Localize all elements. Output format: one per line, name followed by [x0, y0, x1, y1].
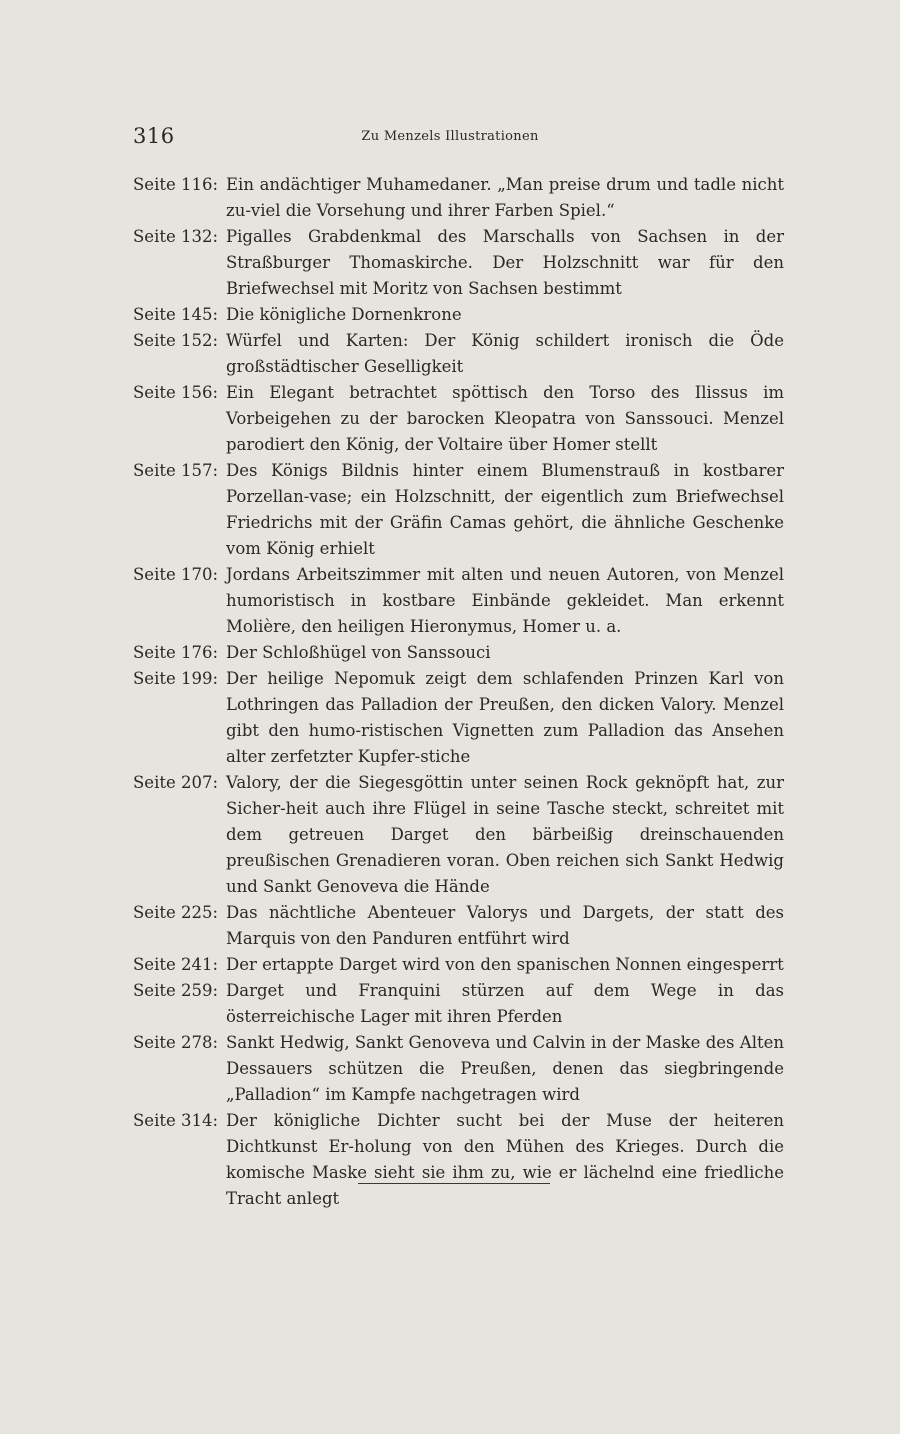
list-entry	[133, 666, 784, 770]
entry-description: Des Königs Bildnis hinter einem Blumenstrauß in kostbarer Porzellan-vase; ein Holzschnitt, der eigentlich zum Briefwechsel Friedrichs mit der Gräfin Camas gehört, die ähnliche Geschenke vom König erhielt	[226, 461, 784, 558]
entry-page-label: Seite 241:	[133, 955, 219, 974]
entry-description: Der heilige Nepomuk zeigt dem schlafenden Prinzen Karl von Lothringen das Palladion der Preußen, den dicken Valory. Menzel gibt den humo-ristischen Vignetten zum Palladion das Ansehen alter zerfetzter Kupfer-stiche	[226, 669, 784, 766]
entry-page-label: Seite 225:	[133, 903, 219, 922]
entry-page-label: Seite 156:	[133, 383, 219, 402]
entry-page-label: Seite 314:	[133, 1111, 219, 1130]
entry-description: Darget und Franquini stürzen auf dem Wege in das österreichische Lager mit ihren Pferden	[226, 981, 784, 1026]
illustration-list	[133, 172, 784, 1212]
entry-description: Die königliche Dornenkrone	[226, 305, 462, 324]
list-entry	[133, 1108, 784, 1212]
running-head: Zu Menzels Illustrationen	[361, 129, 539, 144]
end-rule-divider	[358, 1183, 550, 1184]
list-entry	[133, 172, 784, 224]
page-number: 316	[133, 124, 175, 148]
list-entry	[133, 562, 784, 640]
entry-page-label: Seite 132:	[133, 227, 219, 246]
entry-description: Sankt Hedwig, Sankt Genoveva und Calvin in der Maske des Alten Dessauers schützen die Preußen, denen das siegbringende „Palladion“ im Kampfe nachgetragen wird	[226, 1033, 784, 1104]
list-entry	[133, 952, 784, 978]
entry-page-label: Seite 116:	[133, 175, 219, 194]
entry-description: Würfel und Karten: Der König schildert ironisch die Öde großstädtischer Geselligkeit	[226, 331, 784, 376]
entry-page-label: Seite 278:	[133, 1033, 219, 1052]
entry-page-label: Seite 259:	[133, 981, 219, 1000]
list-entry	[133, 302, 784, 328]
entry-page-label: Seite 199:	[133, 669, 219, 688]
list-entry	[133, 978, 784, 1030]
list-entry	[133, 224, 784, 302]
entry-description: Ein andächtiger Muhamedaner. „Man preise drum und tadle nicht zu-viel die Vorsehung und ihrer Farben Spiel.“	[226, 175, 784, 220]
entry-description: Valory, der die Siegesgöttin unter seinen Rock geknöpft hat, zur Sicher-heit auch ihre Flügel in seine Tasche steckt, schreitet mit dem getreuen Darget den bärbeißig dreinschauenden preußischen Grenadieren voran. Oben reichen sich Sankt Hedwig und Sankt Genoveva die Hände	[226, 773, 784, 896]
entry-page-label: Seite 152:	[133, 331, 219, 350]
list-entry	[133, 328, 784, 380]
entry-description: Der ertappte Darget wird von den spanischen Nonnen eingesperrt	[226, 955, 784, 974]
list-entry	[133, 900, 784, 952]
entry-description: Jordans Arbeitszimmer mit alten und neuen Autoren, von Menzel humoristisch in kostbare Einbände gekleidet. Man erkennt Molière, den heiligen Hieronymus, Homer u. a.	[226, 565, 784, 636]
list-entry	[133, 770, 784, 900]
entry-description: Der Schloßhügel von Sanssouci	[226, 643, 491, 662]
entry-description: Ein Elegant betrachtet spöttisch den Torso des Ilissus im Vorbeigehen zu der barocken Kleopatra von Sanssouci. Menzel parodiert den König, der Voltaire über Homer stellt	[226, 383, 784, 454]
list-entry	[133, 1030, 784, 1108]
entry-page-label: Seite 157:	[133, 461, 219, 480]
entry-description: Der königliche Dichter sucht bei der Muse der heiteren Dichtkunst Er-holung von den Mühen des Krieges. Durch die komische Maske sieht sie ihm zu, wie er lächelnd eine friedliche Tracht anlegt	[226, 1111, 784, 1208]
entry-page-label: Seite 207:	[133, 773, 219, 792]
list-entry	[133, 458, 784, 562]
entry-page-label: Seite 176:	[133, 643, 219, 662]
entry-description: Das nächtliche Abenteuer Valorys und Dargets, der statt des Marquis von den Panduren entführt wird	[226, 903, 784, 948]
entry-page-label: Seite 145:	[133, 305, 219, 324]
list-entry	[133, 380, 784, 458]
entry-page-label: Seite 170:	[133, 565, 219, 584]
list-entry	[133, 640, 784, 666]
entry-description: Pigalles Grabdenkmal des Marschalls von Sachsen in der Straßburger Thomaskirche. Der Holzschnitt war für den Briefwechsel mit Moritz von Sachsen bestimmt	[226, 227, 784, 298]
